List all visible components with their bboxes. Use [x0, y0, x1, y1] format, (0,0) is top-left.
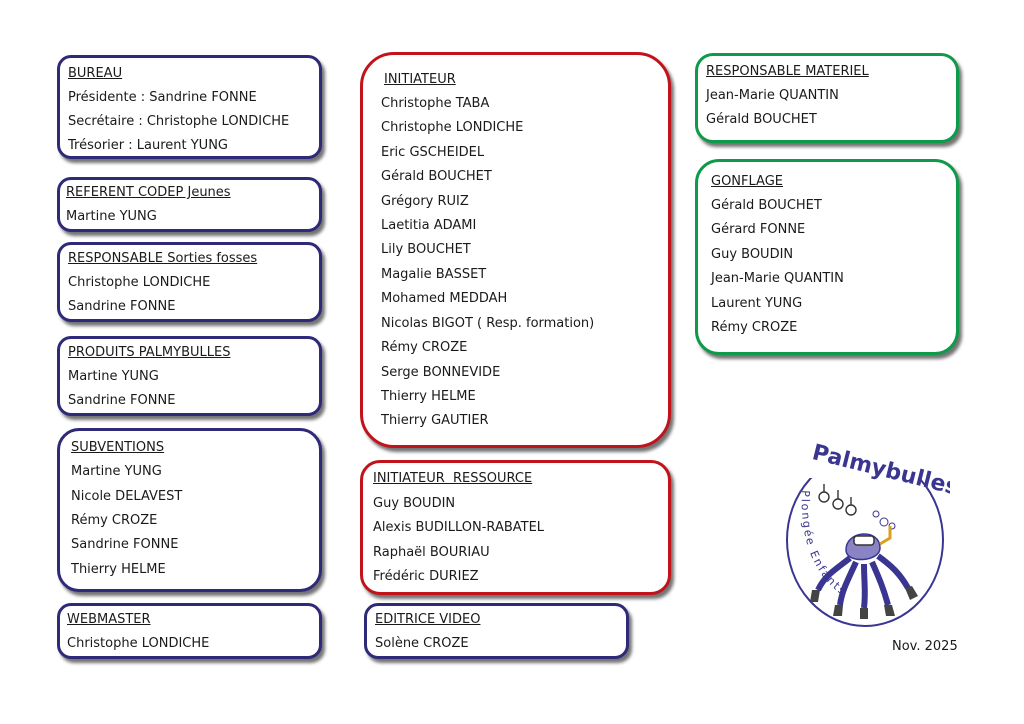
box-line: Trésorier : Laurent YUNG [68, 138, 228, 153]
produits-box [57, 336, 322, 416]
box-line: Grégory RUIZ [381, 194, 469, 209]
webmaster-box [57, 603, 322, 659]
box-line: Eric GSCHEIDEL [381, 145, 485, 160]
box-title: WEBMASTER [67, 612, 151, 627]
logo-name: Palmybulles [809, 440, 950, 501]
subventions-box [57, 428, 322, 592]
octopus-logo-icon [780, 440, 950, 630]
box-line: Guy BOUDIN [711, 247, 794, 262]
box-line: Sandrine FONNE [68, 299, 176, 314]
box-title: SUBVENTIONS [71, 440, 165, 455]
box-line: Frédéric DURIEZ [373, 569, 479, 584]
box-line: Gérald BOUCHET [706, 112, 817, 127]
box-line: Sandrine FONNE [71, 537, 179, 552]
box-line: Gérald BOUCHET [381, 169, 492, 184]
box-line: Gérard FONNE [711, 222, 806, 237]
box-line: Sandrine FONNE [68, 393, 176, 408]
box-line: Présidente : Sandrine FONNE [68, 90, 257, 105]
box-title: EDITRICE VIDEO [375, 612, 481, 627]
box-line: Mohamed MEDDAH [381, 291, 508, 306]
gonflage-box [695, 159, 959, 355]
box-line: Rémy CROZE [71, 513, 158, 528]
box-line: Martine YUNG [71, 464, 162, 479]
box-line: Laetitia ADAMI [381, 218, 477, 233]
box-line: Nicolas BIGOT ( Resp. formation) [381, 316, 595, 331]
box-line: Thierry HELME [381, 389, 476, 404]
box-line: Martine YUNG [68, 369, 159, 384]
box-line: Magalie BASSET [381, 267, 487, 282]
box-line: Gérald BOUCHET [711, 198, 822, 213]
sorties-fosses-box [57, 242, 322, 322]
responsable-materiel-box [695, 53, 959, 143]
box-line: Christophe LONDICHE [68, 275, 211, 290]
box-title: INITIATEUR [384, 72, 456, 87]
box-line: Thierry GAUTIER [381, 413, 489, 428]
referent-codep-box [57, 177, 322, 232]
box-line: Laurent YUNG [711, 296, 803, 311]
box-line: Martine YUNG [66, 209, 157, 224]
palmybulles-logo [780, 440, 950, 630]
box-title: REFERENT CODEP Jeunes [66, 185, 231, 200]
box-title: GONFLAGE [711, 174, 784, 189]
box-line: Nicole DELAVEST [71, 489, 183, 504]
logo-tagline: Plongée Enfants [798, 490, 850, 599]
box-line: Rémy CROZE [381, 340, 468, 355]
initiateur-box [360, 52, 671, 448]
editrice-video-box [364, 603, 629, 659]
initiateur-ressource-box [360, 460, 671, 595]
box-title: RESPONSABLE MATERIEL [706, 64, 869, 79]
box-title: PRODUITS PALMYBULLES [68, 345, 231, 360]
box-line: Rémy CROZE [711, 320, 798, 335]
box-line: Serge BONNEVIDE [381, 365, 501, 380]
box-line: Solène CROZE [375, 636, 469, 651]
box-title: RESPONSABLE Sorties fosses [68, 251, 258, 266]
box-line: Christophe TABA [381, 96, 490, 111]
box-line: Guy BOUDIN [373, 496, 456, 511]
box-title: INITIATEUR RESSOURCE [373, 471, 533, 486]
box-title: BUREAU [68, 66, 123, 81]
document-date: Nov. 2025 [892, 639, 958, 654]
box-line: Secrétaire : Christophe LONDICHE [68, 114, 290, 129]
bureau-box [57, 55, 322, 159]
box-line: Lily BOUCHET [381, 242, 471, 257]
box-line: Christophe LONDICHE [67, 636, 210, 651]
box-line: Raphaël BOURIAU [373, 545, 490, 560]
box-line: Alexis BUDILLON-RABATEL [373, 520, 545, 535]
box-line: Jean-Marie QUANTIN [711, 271, 844, 286]
box-line: Jean-Marie QUANTIN [706, 88, 839, 103]
box-line: Thierry HELME [71, 562, 166, 577]
box-line: Christophe LONDICHE [381, 120, 524, 135]
